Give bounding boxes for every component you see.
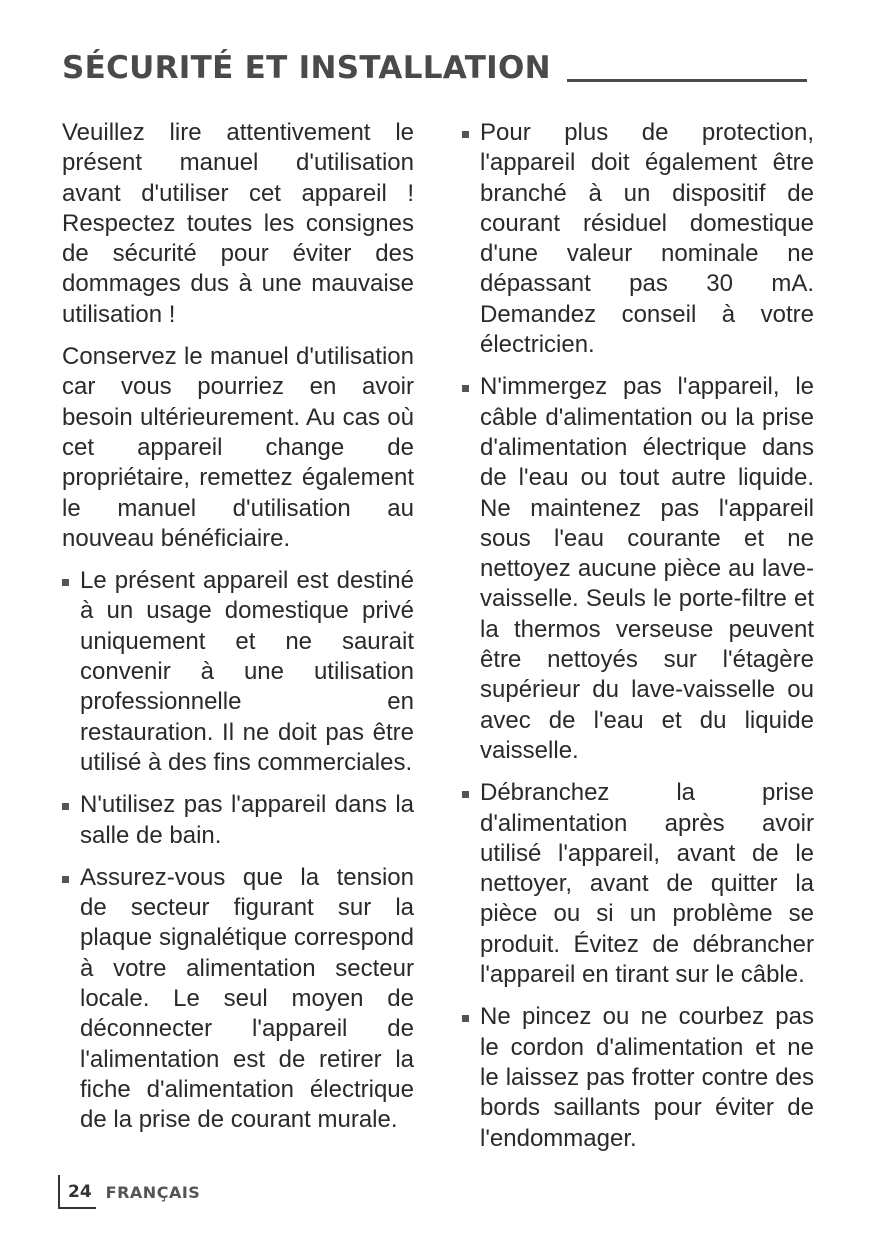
list-item-text: Assurez-vous que la tension de secteur figurant sur la plaque signalétique correspond à votre alimentation secteur locale. Le seul moyen de déconnecter l'appareil de l'alimentation est de retirer la fiche d'alimentation électrique de la prise de courant murale. bbox=[80, 863, 414, 1134]
bullet-square-icon bbox=[462, 791, 469, 798]
list-item-text: N'immergez pas l'appareil, le câble d'alimentation ou la prise d'alimentation électrique dans de l'eau ou tout autre liquide. Ne maintenez pas l'appareil sous l'eau courante et ne nettoyez aucune pièce au lave-vaisselle. Seuls le porte-filtre et la thermos verseuse peuvent être nettoyés sur l'étagère supérieur du lave-vaisselle ou avec de l'eau et du liquide vaisselle. bbox=[480, 373, 814, 764]
left-column bbox=[62, 118, 414, 1148]
list-item bbox=[62, 863, 414, 1136]
bullet-square-icon bbox=[62, 876, 69, 883]
list-item-text: Le présent appareil est destiné à un usage domestique privé uniquement et ne saurait convenir à une utilisation professionnelle en restauration. Il ne doit pas être utilisé à des fins commerciales. bbox=[80, 567, 414, 776]
language-label: FRANÇAIS bbox=[105, 1182, 201, 1202]
bullet-square-icon bbox=[62, 579, 69, 586]
list-item-text: Ne pincez ou ne courbez pas le cordon d'alimentation et ne le laissez pas frotter contre des bords saillants pour éviter de l'endommager. bbox=[480, 1003, 814, 1152]
bullet-square-icon bbox=[462, 385, 469, 392]
bullet-square-icon bbox=[462, 131, 469, 138]
right-bullet-list bbox=[462, 118, 814, 1154]
page-header bbox=[62, 38, 807, 88]
footer-label bbox=[60, 1175, 200, 1209]
section-title: SÉCURITÉ ET INSTALLATION bbox=[62, 50, 551, 86]
intro-paragraph: Veuillez lire attentivement le présent manuel d'utilisation avant d'utiliser cet appareil ! Respectez toutes les consignes de sécurité pour éviter des dommages dus à une mauvaise utilisation ! bbox=[62, 119, 414, 328]
bullet-square-icon bbox=[462, 1015, 469, 1022]
bullet-square-icon bbox=[62, 803, 69, 810]
list-item bbox=[462, 778, 814, 990]
right-column bbox=[462, 118, 814, 1166]
footer-underline bbox=[60, 1207, 96, 1209]
title-rule bbox=[567, 79, 807, 82]
list-item bbox=[462, 118, 814, 360]
page-footer bbox=[58, 1175, 200, 1209]
list-item bbox=[462, 372, 814, 766]
manual-paragraph: Conservez le manuel d'utilisation car vous pourriez en avoir besoin ultérieurement. Au cas où cet appareil change de propriétaire, remettez également le manuel d'utilisation au nouveau bénéficiaire. bbox=[62, 343, 414, 552]
list-item-text: N'utilisez pas l'appareil dans la salle de bain. bbox=[80, 791, 414, 849]
list-item-text: Pour plus de protection, l'appareil doit également être branché à un dispositif de courant résiduel domestique d'une valeur nominale ne dépassant pas 30 mA. Demandez conseil à votre électricien. bbox=[480, 119, 814, 359]
list-item bbox=[62, 566, 414, 778]
list-item-text: Débranchez la prise d'alimentation après avoir utilisé l'appareil, avant de le nettoyer, avant de quitter la pièce ou si un problème se produit. Évitez de débrancher l'appareil en tirant sur le câble. bbox=[480, 779, 814, 989]
list-item bbox=[62, 790, 414, 851]
left-bullet-list bbox=[62, 566, 414, 1135]
page-number: 24 bbox=[68, 1182, 92, 1202]
list-item bbox=[462, 1002, 814, 1153]
